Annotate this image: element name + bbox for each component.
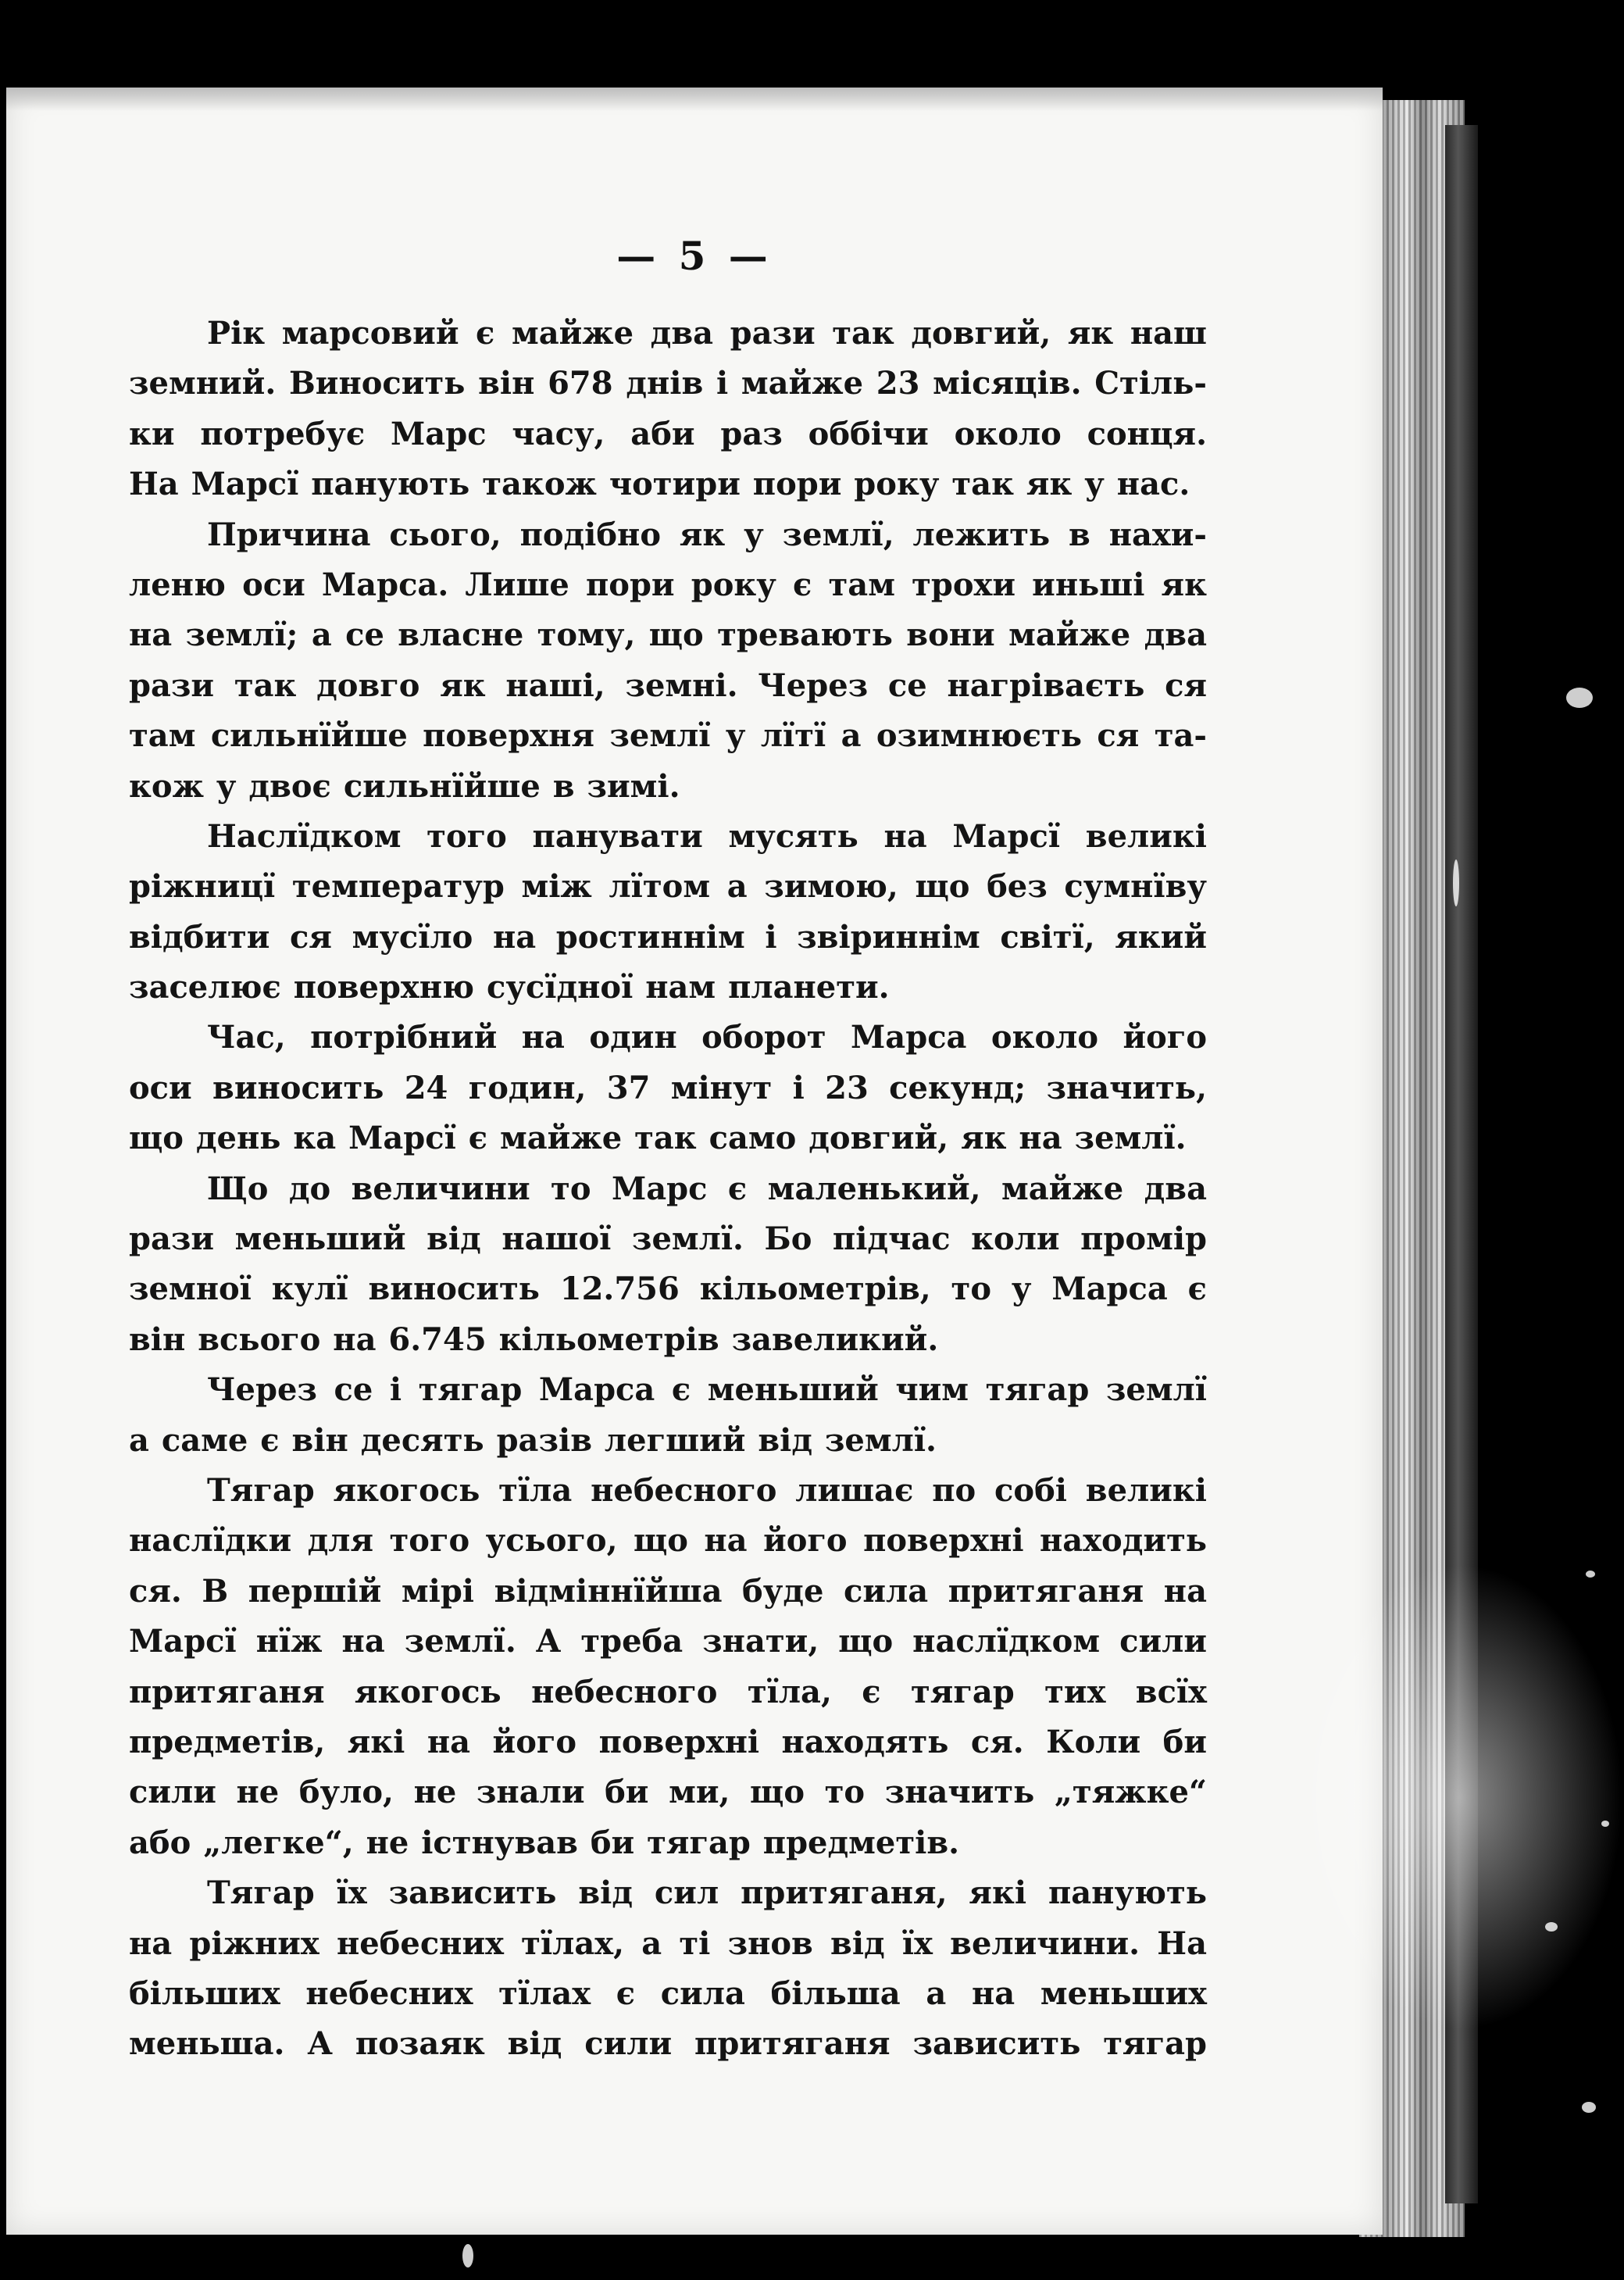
text-line: що день ка Марсї є майже так само довгий, як на землї.: [129, 1120, 1187, 1157]
text-line: леню оси Марса. Лише пори року є там трохи иньші як: [129, 566, 1207, 603]
text-line: або „легке“, не істнував би тягар предметів.: [129, 1824, 960, 1861]
page-number: — 5 —: [616, 233, 773, 279]
text-line: а саме є він десять разів легший від землї.: [129, 1421, 937, 1459]
dust-speck: [462, 2244, 473, 2267]
text-line: на ріжних небесних тїлах, а ті знов від їх величини. На: [129, 1924, 1207, 1962]
body-text: [129, 309, 1207, 2070]
text-line: Рік марсовий є майже два рази так довгий, як наш: [207, 315, 1207, 352]
text-line: Тягар їх зависить від сил притяганя, які панують: [207, 1874, 1207, 1912]
text-line: наслїдки для того усього, що на його поверхні находить: [129, 1522, 1207, 1560]
text-line: На Марсї панують також чотири пори року так як у нас.: [129, 466, 1190, 503]
dust-speck: [1582, 2102, 1596, 2113]
text-line: рази так довго як наші, земні. Через се нагріваєть ся: [129, 666, 1207, 704]
text-line: більших небесних тїлах є сила більша а на меньших: [129, 1974, 1207, 2012]
text-line: Наслїдком того панувати мусять на Марсї великі: [207, 817, 1207, 855]
text-line: земної кулї виносить 12.756 кільометрів, то у Марса є: [129, 1270, 1207, 1308]
text-line: меньша. А позаяк від сили притяганя зависить тягар: [129, 2025, 1207, 2063]
text-line: предметів, які на його поверхні находять ся. Коли би: [129, 1723, 1207, 1760]
text-line: там сильнїйше поверхня землї у лїтї а озимнюєть ся та-: [129, 717, 1207, 755]
text-line: кож у двоє сильнїйше в зимі.: [129, 767, 680, 805]
text-line: ся. В першій мірі відміннїйша буде сила притяганя на: [129, 1572, 1207, 1610]
dust-speck: [1566, 688, 1593, 708]
text-line: відбити ся мусїло на ростиннім і звіриннім світї, який: [129, 918, 1207, 956]
text-line: Причина сього, подібно як у землї, лежить в нахи-: [207, 516, 1207, 553]
light-glare: [1296, 1563, 1624, 2032]
text-line: він всього на 6.745 кільометрів завеликий.: [129, 1320, 939, 1358]
dust-speck: [1453, 859, 1459, 906]
text-line: сили не було, не знали би ми, що то значить „тяжке“: [129, 1774, 1207, 1811]
text-line: притяганя якогось небесного тїла, є тягар тих всїх: [129, 1673, 1207, 1710]
text-line: Що до величини то Марс є маленький, майже два: [207, 1170, 1207, 1207]
text-line: оси виносить 24 годин, 37 мінут і 23 секунд; значить,: [129, 1069, 1207, 1106]
text-line: заселює поверхню сусїдної нам планети.: [129, 969, 890, 1006]
text-line: ріжницї температур між лїтом а зимою, що без сумнїву: [129, 868, 1207, 906]
text-line: Час, потрібний на один оборот Марса около його: [207, 1019, 1207, 1056]
text-line: рази меньший від нашої землї. Бо підчас коли промір: [129, 1220, 1207, 1258]
text-line: земний. Виносить він 678 днів і майже 23 місяців. Стіль-: [129, 365, 1207, 402]
text-line: ки потребує Марс часу, аби раз оббічи около сонця.: [129, 415, 1207, 452]
text-line: Марсї нїж на землї. А треба знати, що наслїдком сили: [129, 1623, 1207, 1660]
page-sheet: [6, 88, 1383, 2235]
text-line: Через се і тягар Марса є меньший чим тягар землї: [207, 1371, 1207, 1409]
text-line: на землї; а се власне тому, що тревають вони майже два: [129, 616, 1207, 654]
text-line: Тягар якогось тїла небесного лишає по собі великі: [207, 1471, 1207, 1509]
